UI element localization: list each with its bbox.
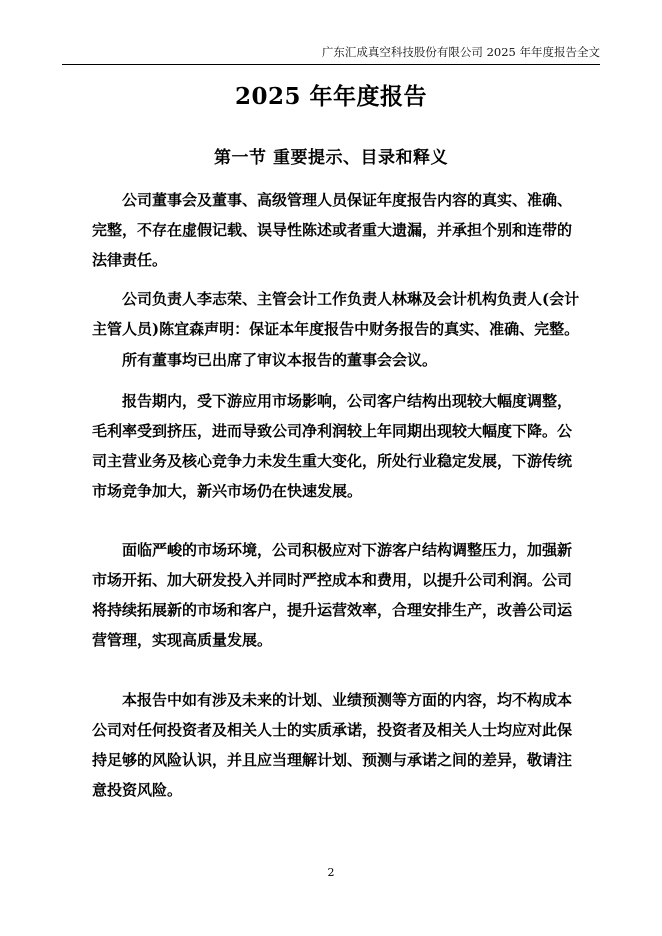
paragraph-board-attendance: 所有董事均已出席了审议本报告的董事会会议。 [122, 351, 438, 369]
running-header: 广东汇成真空科技股份有限公司 2025 年年度报告全文 [321, 45, 600, 59]
paragraph-officers-declaration: 公司负责人李志荣、主管会计工作负责人林琳及会计机构负责人(会计主管人员)陈宜森声明：保证本年度报告中财务报告的真实、准确、完整。 [92, 290, 580, 338]
section-title: 第一节 重要提示、目录和释义 [214, 148, 448, 168]
page-number: 2 [327, 866, 335, 879]
paragraph-responsibility-statement: 公司董事会及董事、高级管理人员保证年度报告内容的真实、准确、完整，不存在虚假记载、误导性陈述或者重大遗漏，并承担个别和连带的法律责任。 [92, 191, 573, 269]
document-title: 2025 年年度报告 [234, 83, 428, 110]
paragraph-forward-looking-disclaimer: 本报告中如有涉及未来的计划、业绩预测等方面的内容，均不构成本公司对任何投资者及相关人士的实质承诺，投资者及相关人士均应对此保持足够的风险认识，并且应当理解计划、预测与承诺之间的差异，敬请注意投资风险。 [92, 691, 573, 799]
paragraph-performance-explanation: 报告期内，受下游应用市场影响，公司客户结构出现较大幅度调整，毛利率受到挤压，进而导致公司净利润较上年同期出现较大幅度下降。公司主营业务及核心竞争力未发生重大变化，所处行业稳定发展，下游传统市场竞争加大，新兴市场仍在快速发展。 [92, 392, 573, 500]
header-divider [62, 64, 600, 65]
paragraph-response-measures: 面临严峻的市场环境，公司积极应对下游客户结构调整压力，加强新市场开拓、加大研发投入并同时严控成本和费用，以提升公司利润。公司将持续拓展新的市场和客户，提升运营效率，合理安排生产，改善公司运营管理，实现高质量发展。 [92, 541, 573, 649]
